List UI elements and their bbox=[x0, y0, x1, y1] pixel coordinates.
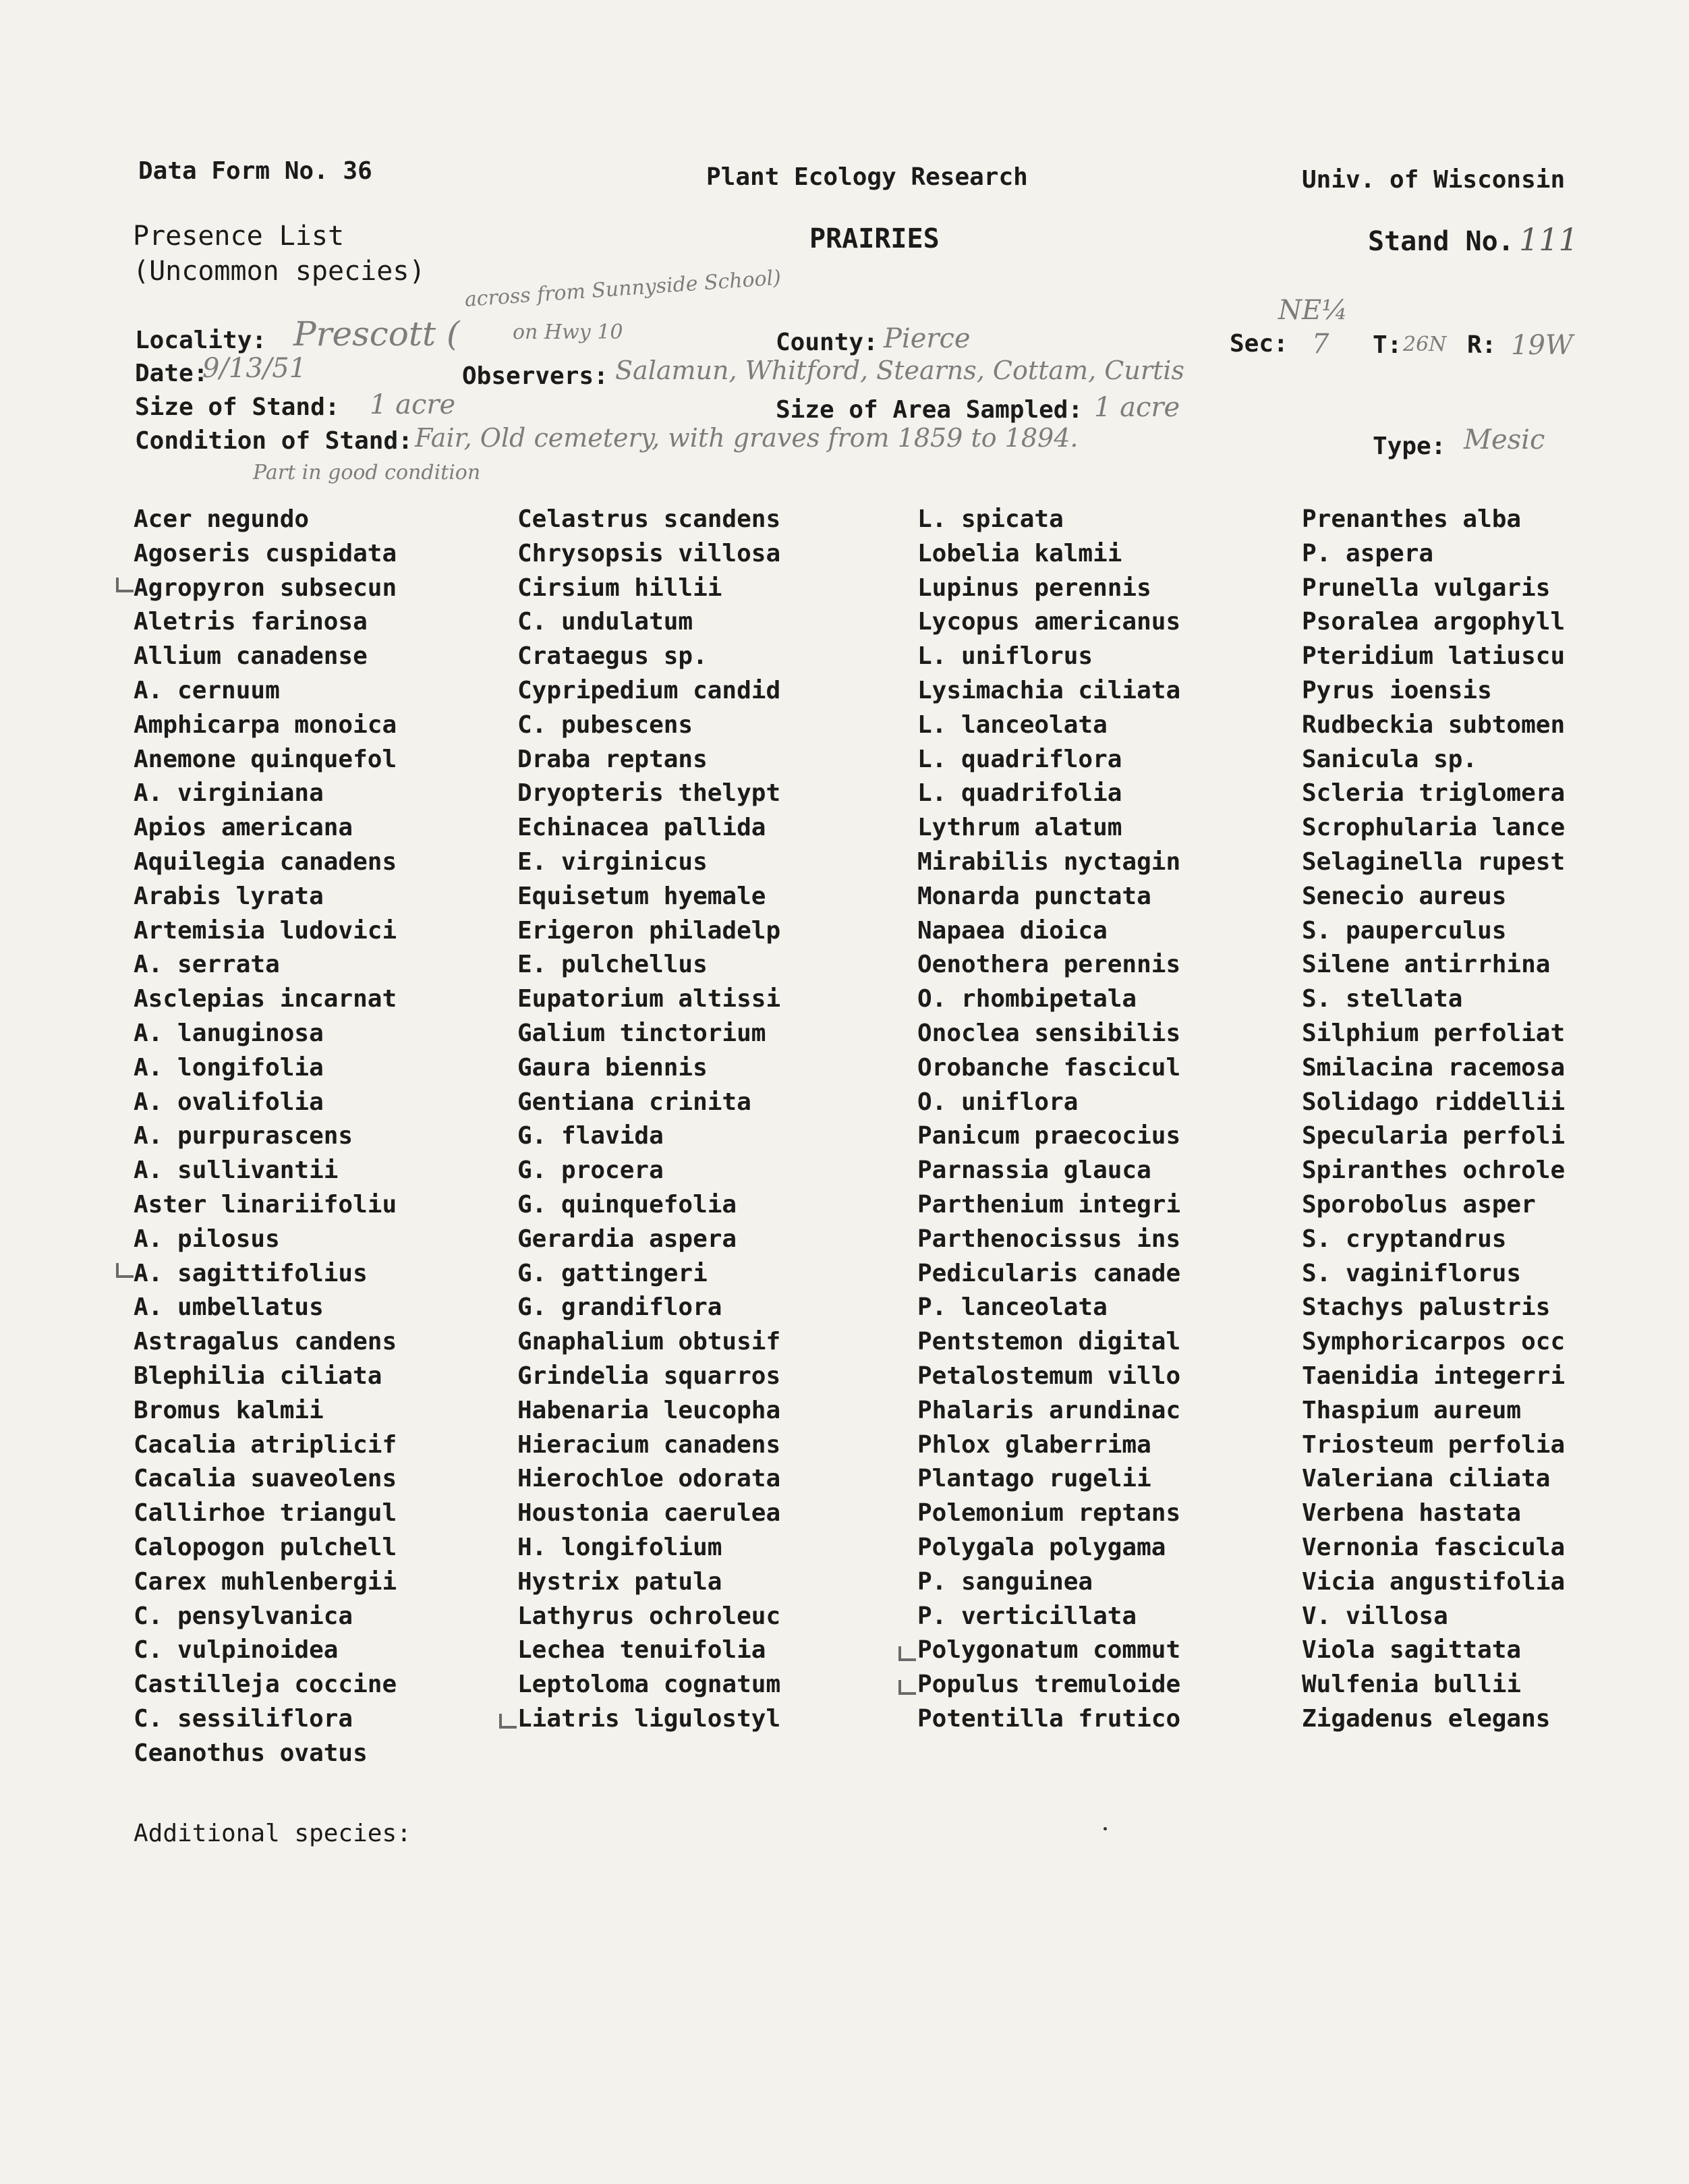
species-item: Oenothera perennis bbox=[917, 951, 1181, 978]
species-item: Thaspium aureum bbox=[1302, 1397, 1522, 1424]
additional-species-label: Additional species: bbox=[134, 1820, 411, 1847]
condition-label: Condition of Stand: bbox=[135, 427, 413, 455]
organization: Plant Ecology Research bbox=[706, 163, 1028, 191]
species-item: L. uniflorus bbox=[917, 642, 1093, 670]
species-item: A. serrata bbox=[134, 951, 280, 978]
species-item: Panicum praecocius bbox=[917, 1122, 1181, 1150]
species-item: Selaginella rupest bbox=[1302, 848, 1566, 876]
species-item: Eupatorium altissi bbox=[517, 985, 781, 1013]
species-item: G. procera bbox=[517, 1156, 664, 1184]
range-value: 19W bbox=[1511, 330, 1574, 361]
species-item: S. cryptandrus bbox=[1302, 1225, 1507, 1253]
species-item: Allium canadense bbox=[134, 642, 368, 670]
species-item: A. purpurascens bbox=[134, 1122, 353, 1150]
species-item: Orobanche fascicul bbox=[917, 1054, 1181, 1082]
check-mark bbox=[898, 1646, 916, 1661]
species-item: Populus tremuloide bbox=[917, 1671, 1181, 1698]
species-item: Solidago riddellii bbox=[1302, 1088, 1566, 1116]
species-item: Specularia perfoli bbox=[1302, 1122, 1566, 1150]
species-item: A. lanuginosa bbox=[134, 1019, 324, 1047]
species-item: Blephilia ciliata bbox=[134, 1362, 382, 1390]
county-label: County: bbox=[776, 329, 878, 356]
species-item: A. umbellatus bbox=[134, 1293, 324, 1321]
species-item: Echinacea pallida bbox=[517, 814, 766, 841]
species-item: G. quinquefolia bbox=[517, 1191, 737, 1219]
species-item: Galium tinctorium bbox=[517, 1019, 766, 1047]
species-item: Spiranthes ochrole bbox=[1302, 1156, 1566, 1184]
range-label: R: bbox=[1467, 331, 1497, 359]
species-item: P. verticillata bbox=[917, 1602, 1137, 1630]
species-item: O. rhombipetala bbox=[917, 985, 1137, 1013]
species-item: Habenaria leucopha bbox=[517, 1397, 781, 1424]
species-item: A. ovalifolia bbox=[134, 1088, 324, 1116]
species-item: Astragalus candens bbox=[134, 1328, 397, 1355]
species-item: Verbena hastata bbox=[1302, 1499, 1522, 1527]
species-item: Prunella vulgaris bbox=[1302, 574, 1551, 602]
stand-number-label: Stand No. bbox=[1368, 226, 1514, 257]
species-item: Parnassia glauca bbox=[917, 1156, 1151, 1184]
species-item: G. gattingeri bbox=[517, 1260, 708, 1287]
condition-value: Fair, Old cemetery, with graves from 1859 to 1894. bbox=[415, 423, 1079, 453]
species-item: Gaura biennis bbox=[517, 1054, 708, 1082]
species-item: Onoclea sensibilis bbox=[917, 1019, 1181, 1047]
species-item: Sanicula sp. bbox=[1302, 746, 1478, 773]
species-item: Gnaphalium obtusif bbox=[517, 1328, 781, 1355]
check-mark bbox=[116, 578, 134, 592]
species-item: Equisetum hyemale bbox=[517, 883, 766, 910]
stand-number-value: 111 bbox=[1519, 221, 1578, 258]
species-item: Celastrus scandens bbox=[517, 505, 781, 533]
species-item: Anemone quinquefol bbox=[134, 746, 397, 773]
species-item: Amphicarpa monoica bbox=[134, 711, 397, 739]
species-item: L. lanceolata bbox=[917, 711, 1108, 739]
species-item: A. cernuum bbox=[134, 677, 280, 704]
species-item: C. undulatum bbox=[517, 608, 693, 636]
species-item: Grindelia squarros bbox=[517, 1362, 781, 1390]
list-title: Presence List bbox=[133, 221, 345, 252]
species-item: C. vulpinoidea bbox=[134, 1636, 339, 1664]
species-item: Silene antirrhina bbox=[1302, 951, 1551, 978]
county-value: Pierce bbox=[884, 323, 971, 354]
species-item: Viola sagittata bbox=[1302, 1636, 1522, 1664]
township-value: 26N bbox=[1403, 333, 1447, 356]
species-item: Phalaris arundinac bbox=[917, 1397, 1181, 1424]
species-item: V. villosa bbox=[1302, 1602, 1448, 1630]
check-mark bbox=[898, 1680, 916, 1695]
species-item: Parthenocissus ins bbox=[917, 1225, 1181, 1253]
species-item: P. aspera bbox=[1302, 540, 1434, 567]
form-number: Data Form No. 36 bbox=[138, 157, 372, 185]
species-item: Lysimachia ciliata bbox=[917, 677, 1181, 704]
species-item: S. vaginiflorus bbox=[1302, 1260, 1522, 1287]
species-item: Pyrus ioensis bbox=[1302, 677, 1492, 704]
species-item: Stachys palustris bbox=[1302, 1293, 1551, 1321]
species-item: Dryopteris thelypt bbox=[517, 779, 781, 807]
species-item: Chrysopsis villosa bbox=[517, 540, 781, 567]
species-item: Castilleja coccine bbox=[134, 1671, 397, 1698]
species-item: Plantago rugelii bbox=[917, 1465, 1151, 1492]
species-item: Psoralea argophyll bbox=[1302, 608, 1566, 636]
species-item: C. sessiliflora bbox=[134, 1705, 353, 1733]
section-note: NE¼ bbox=[1278, 295, 1348, 326]
species-item: Aletris farinosa bbox=[134, 608, 368, 636]
species-item: L. quadriflora bbox=[917, 746, 1122, 773]
species-item: Zigadenus elegans bbox=[1302, 1705, 1551, 1733]
species-item: Lupinus perennis bbox=[917, 574, 1151, 602]
locality-note: across from Sunnyside School) bbox=[463, 266, 782, 312]
observers-value: Salamun, Whitford, Stearns, Cottam, Curtis bbox=[615, 356, 1184, 385]
species-item: Triosteum perfolia bbox=[1302, 1431, 1566, 1459]
species-item: Arabis lyrata bbox=[134, 883, 324, 910]
species-item: Ceanothus ovatus bbox=[134, 1739, 368, 1767]
species-item: Smilacina racemosa bbox=[1302, 1054, 1566, 1082]
stand-size-value: 1 acre bbox=[370, 389, 456, 420]
species-item: G. grandiflora bbox=[517, 1293, 722, 1321]
species-item: Monarda punctata bbox=[917, 883, 1151, 910]
species-item: C. pensylvanica bbox=[134, 1602, 353, 1630]
species-item: Cacalia suaveolens bbox=[134, 1465, 397, 1492]
species-item: Asclepias incarnat bbox=[134, 985, 397, 1013]
condition-note: Part in good condition bbox=[253, 461, 481, 484]
species-item: E. pulchellus bbox=[517, 951, 708, 978]
species-item: Taenidia integerri bbox=[1302, 1362, 1566, 1390]
species-item: Draba reptans bbox=[517, 746, 708, 773]
species-item: Leptoloma cognatum bbox=[517, 1671, 781, 1698]
species-item: Valeriana ciliata bbox=[1302, 1465, 1551, 1492]
type-value: Mesic bbox=[1464, 424, 1545, 455]
speck bbox=[1104, 1827, 1107, 1830]
species-item: C. pubescens bbox=[517, 711, 693, 739]
township-label: T: bbox=[1373, 331, 1402, 359]
species-item: Agoseris cuspidata bbox=[134, 540, 397, 567]
species-item: L. quadrifolia bbox=[917, 779, 1122, 807]
species-item: L. spicata bbox=[917, 505, 1064, 533]
species-item: E. virginicus bbox=[517, 848, 708, 876]
observers-label: Observers: bbox=[462, 362, 608, 390]
species-item: A. sullivantii bbox=[134, 1156, 339, 1184]
area-sampled-label: Size of Area Sampled: bbox=[776, 396, 1083, 424]
species-item: Scleria triglomera bbox=[1302, 779, 1566, 807]
species-item: Phlox glaberrima bbox=[917, 1431, 1151, 1459]
check-mark bbox=[499, 1714, 517, 1729]
locality-note-2: on Hwy 10 bbox=[513, 320, 623, 344]
species-item: Polygala polygama bbox=[917, 1534, 1166, 1561]
species-item: Pteridium latiuscu bbox=[1302, 642, 1566, 670]
species-item: Agropyron subsecun bbox=[134, 574, 397, 602]
species-item: Calopogon pulchell bbox=[134, 1534, 397, 1561]
species-item: O. uniflora bbox=[917, 1088, 1079, 1116]
species-item: Gentiana crinita bbox=[517, 1088, 751, 1116]
species-item: Gerardia aspera bbox=[517, 1225, 737, 1253]
species-item: Senecio aureus bbox=[1302, 883, 1507, 910]
species-item: Parthenium integri bbox=[917, 1191, 1181, 1219]
species-item: A. virginiana bbox=[134, 779, 324, 807]
date-label: Date: bbox=[135, 360, 208, 387]
species-item: Potentilla frutico bbox=[917, 1705, 1181, 1733]
species-item: Lycopus americanus bbox=[917, 608, 1181, 636]
section-label: Sec: bbox=[1230, 330, 1288, 358]
species-item: Polygonatum commut bbox=[917, 1636, 1181, 1664]
list-subtitle: (Uncommon species) bbox=[133, 256, 426, 287]
species-item: Cacalia atriplicif bbox=[134, 1431, 397, 1459]
species-item: H. longifolium bbox=[517, 1534, 722, 1561]
species-item: Aquilegia canadens bbox=[134, 848, 397, 876]
species-item: Petalostemum villo bbox=[917, 1362, 1181, 1390]
species-item: Lythrum alatum bbox=[917, 814, 1122, 841]
species-item: A. sagittifolius bbox=[134, 1260, 368, 1287]
species-item: Hieracium canadens bbox=[517, 1431, 781, 1459]
species-item: Cirsium hillii bbox=[517, 574, 722, 602]
species-item: Vicia angustifolia bbox=[1302, 1568, 1566, 1596]
species-item: Scrophularia lance bbox=[1302, 814, 1566, 841]
species-item: P. sanguinea bbox=[917, 1568, 1093, 1596]
species-item: P. lanceolata bbox=[917, 1293, 1108, 1321]
species-item: Symphoricarpos occ bbox=[1302, 1328, 1566, 1355]
species-item: Mirabilis nyctagin bbox=[917, 848, 1181, 876]
type-label: Type: bbox=[1373, 432, 1446, 460]
locality-label: Locality: bbox=[135, 327, 267, 354]
species-item: S. stellata bbox=[1302, 985, 1463, 1013]
locality-value: Prescott ( bbox=[293, 314, 460, 354]
species-item: Napaea dioica bbox=[917, 917, 1108, 945]
area-sampled-value: 1 acre bbox=[1094, 392, 1180, 423]
species-item: Pentstemon digital bbox=[917, 1328, 1181, 1355]
university: Univ. of Wisconsin bbox=[1302, 166, 1566, 194]
species-item: A. pilosus bbox=[134, 1225, 280, 1253]
species-item: A. longifolia bbox=[134, 1054, 324, 1082]
species-item: Polemonium reptans bbox=[917, 1499, 1181, 1527]
species-item: Sporobolus asper bbox=[1302, 1191, 1536, 1219]
species-item: Pedicularis canade bbox=[917, 1260, 1181, 1287]
check-mark bbox=[116, 1263, 134, 1278]
species-item: Rudbeckia subtomen bbox=[1302, 711, 1566, 739]
species-item: Acer negundo bbox=[134, 505, 310, 533]
species-item: Apios americana bbox=[134, 814, 353, 841]
species-item: Hystrix patula bbox=[517, 1568, 722, 1596]
species-item: Carex muhlenbergii bbox=[134, 1568, 397, 1596]
species-item: G. flavida bbox=[517, 1122, 664, 1150]
species-item: Hierochloe odorata bbox=[517, 1465, 781, 1492]
species-item: S. pauperculus bbox=[1302, 917, 1507, 945]
species-item: Vernonia fascicula bbox=[1302, 1534, 1566, 1561]
species-item: Lathyrus ochroleuc bbox=[517, 1602, 781, 1630]
species-item: Cypripedium candid bbox=[517, 677, 781, 704]
species-item: Houstonia caerulea bbox=[517, 1499, 781, 1527]
category-title: PRAIRIES bbox=[809, 223, 940, 254]
species-item: Lechea tenuifolia bbox=[517, 1636, 766, 1664]
species-item: Callirhoe triangul bbox=[134, 1499, 397, 1527]
species-item: Bromus kalmii bbox=[134, 1397, 324, 1424]
species-item: Silphium perfoliat bbox=[1302, 1019, 1566, 1047]
species-item: Wulfenia bullii bbox=[1302, 1671, 1522, 1698]
species-item: Prenanthes alba bbox=[1302, 505, 1522, 533]
species-item: Aster linariifoliu bbox=[134, 1191, 397, 1219]
species-item: Lobelia kalmii bbox=[917, 540, 1122, 567]
species-item: Artemisia ludovici bbox=[134, 917, 397, 945]
date-value: 9/13/51 bbox=[202, 353, 307, 384]
species-item: Liatris ligulostyl bbox=[517, 1705, 781, 1733]
stand-size-label: Size of Stand: bbox=[135, 393, 340, 421]
species-item: Erigeron philadelp bbox=[517, 917, 781, 945]
species-item: Crataegus sp. bbox=[517, 642, 708, 670]
section-value: 7 bbox=[1312, 329, 1329, 360]
